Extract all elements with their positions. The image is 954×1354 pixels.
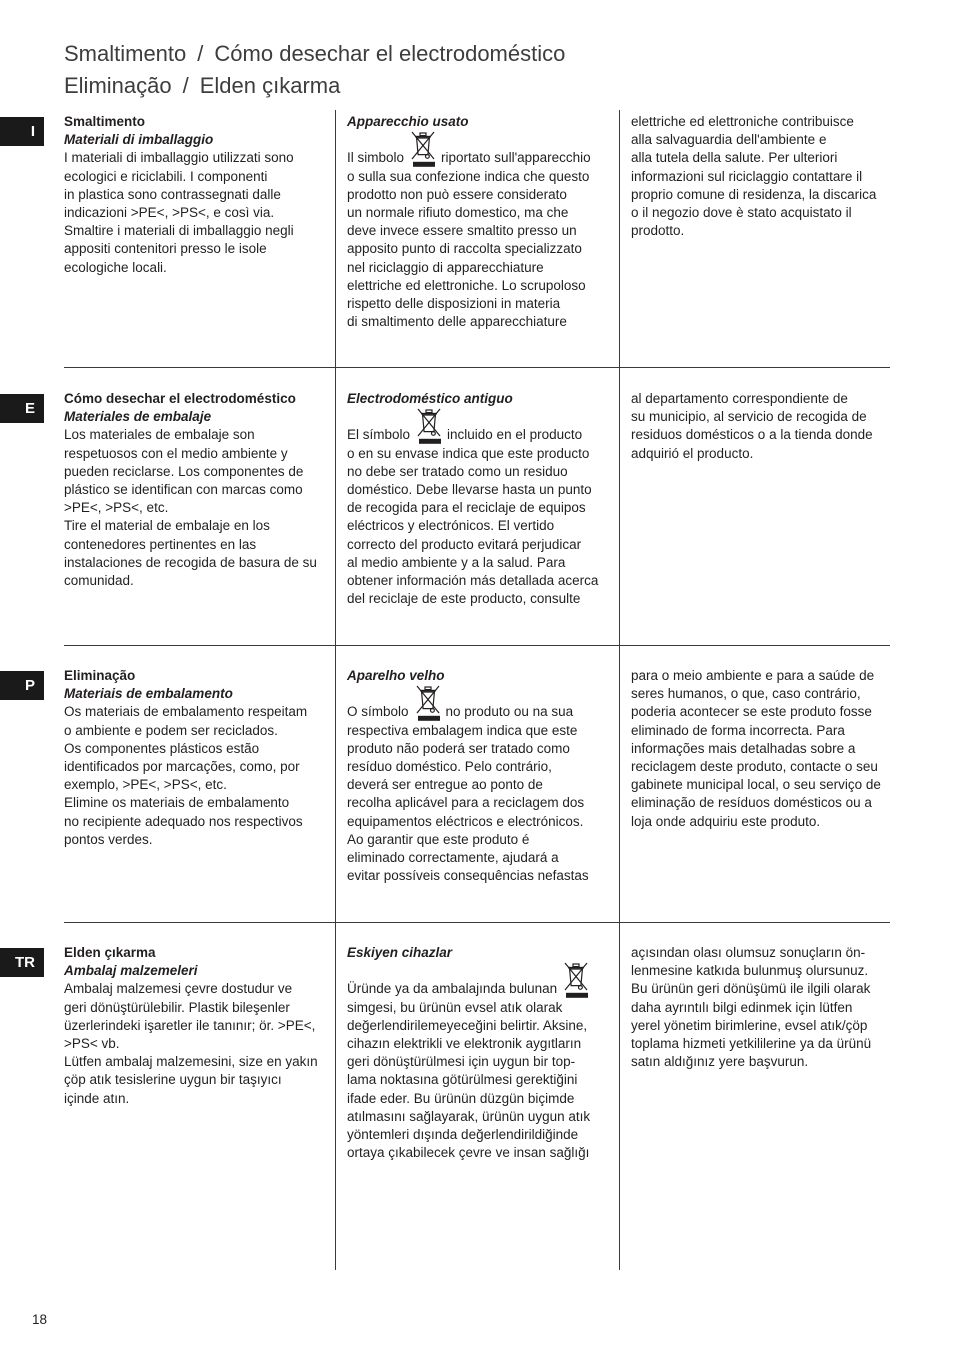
old-appliance-column [347,390,615,608]
text-line: yöntemleri dışında değerlendirildiğinde [347,1126,579,1142]
text-line: su municipio, al servicio de recogida de [631,409,867,425]
text-line: Los materiales de embalaje son [64,427,255,443]
page-number: 18 [32,1312,48,1327]
text-line: equipamentos eléctricos e electrónicos. [347,813,584,829]
old-appliance-continued-column [631,390,890,463]
column-heading: Eskiyen cihazlar [347,945,453,960]
weee-crossed-bin-icon [414,715,442,716]
text-line: Elimine os materiais de embalamento [64,795,290,811]
symbol-text-after: incluido en el producto [447,427,583,443]
text-line: residuos domésticos o a la tienda donde [631,427,873,443]
text-line: contenedores pertinentes en las [64,536,257,552]
section-subheading: Ambalaj malzemeleri [64,963,198,979]
text-line: yerel yönetim birimlerine, evsel atık/çöp [631,1017,868,1033]
text-line: al medio ambiente y a la salud. Para [347,554,566,570]
text-line: de recogida para el reciclaje de equipos [347,500,586,516]
symbol-line [347,426,615,444]
text-line: loja onde adquiriu este produto. [631,813,821,829]
text-line: atılmasını sağlayarak, ürünün uygun atık [347,1108,591,1124]
symbol-text-before: Il simbolo [347,150,405,166]
text-line: lama noktasına götürülmesi gerektiğini [347,1072,578,1088]
text-line: değerlendirilemeyeceğini belirtir. Aksine, [347,1017,588,1033]
text-line: geri dönüştürülmesi için uygun bir top- [347,1054,576,1070]
text-line: informações mais detalhadas sobre a [631,740,856,756]
text-line: recolha aplicável para a reciclagem dos [347,795,585,811]
text-line: doméstico. Debe llevarse hasta un punto [347,481,592,497]
section-subheading: Materiais de embalamento [64,686,233,702]
text-line: respectiva embalagem indica que este [347,722,578,738]
column-heading: Electrodoméstico antiguo [347,391,513,406]
text-line: appositi contenitori presso le isole [64,241,267,257]
text-line: obtener información más detallada acerca [347,572,599,588]
language-tab-tr: TR [0,948,44,977]
language-tab-e: E [0,394,44,423]
symbol-line [347,149,615,167]
section-portuguese [0,667,954,937]
text-line: no debe ser tratado como un residuo [347,463,568,479]
text-line: eliminação de resíduos domésticos ou a [631,795,872,811]
symbol-line [347,703,615,721]
symbol-text-before: El símbolo [347,427,411,443]
symbol-text-before: Üründe ya da ambalajında bulunan [347,981,558,997]
weee-crossed-bin-icon [562,992,590,993]
weee-crossed-bin-icon [415,438,443,439]
section-heading: Smaltimento [64,114,146,129]
text-line: comunidad. [64,572,134,588]
symbol-text-after: riportato sull'apparecchio [441,150,591,166]
text-line: elettriche ed elettroniche. Lo scrupoloso [347,277,586,293]
column-heading: Apparecchio usato [347,114,469,129]
text-line: seres humanos, o que, caso contrário, [631,686,861,702]
text-line: Lütfen ambalaj malzemesini, size en yakın [64,1054,318,1070]
weee-crossed-bin-icon [409,161,437,162]
text-line: exemplo, >PE<, >PS<, etc. [64,777,227,793]
packaging-column [64,113,330,277]
packaging-column [64,667,330,849]
title-turkish: Elden çıkarma [199,73,341,98]
text-line: ecologici e riciclabili. I componenti [64,168,268,184]
text-line: ifade eder. Bu ürünün düzgün biçimde [347,1090,575,1106]
text-line: un normale rifiuto domestico, ma che [347,204,569,220]
text-line: Ambalaj malzemesi çevre dostudur ve [64,981,293,997]
old-appliance-column [347,113,615,331]
text-line: o il negozio dove è stato acquistato il [631,204,852,220]
text-line: eliminado correctamente, ajudará a [347,849,559,865]
symbol-text-before: O símbolo [347,704,409,720]
text-line: I materiali di imballaggio utilizzati sono [64,150,294,166]
title-separator: / [197,41,204,66]
text-line: daha ayrıntılı bilgi edinmek için lütfen [631,999,853,1015]
text-line: o ambiente e podem ser reciclados. [64,722,278,738]
text-line: di smaltimento delle apparecchiature [347,314,567,330]
old-appliance-column [347,944,615,1162]
text-line: poderia acontecer se este produto fosse [631,704,872,720]
text-line: rispetto delle disposizioni in materia [347,295,561,311]
language-tab-i: I [0,117,44,146]
text-line: Os componentes plásticos estão [64,740,260,756]
text-line: deve invece essere smaltito presso un [347,223,577,239]
section-italian [0,113,954,383]
text-line: Tire el material de embalaje en los [64,518,270,534]
text-line: del reciclaje de este producto, consulte [347,591,581,607]
text-line: resíduo doméstico. Pelo contrário, [347,758,552,774]
text-line: para o meio ambiente e para a saúde de [631,668,875,683]
text-line: prodotto non può essere considerato [347,186,567,202]
text-line: informazioni sul riciclaggio contattare il [631,168,863,184]
text-line: simgesi, bu ürünün evsel atık olarak [347,999,563,1015]
text-line: gabinete municipal local, o seu serviço de [631,777,881,793]
old-appliance-continued-column [631,113,890,240]
text-line: çöp atık tesislerine uygun bir taşıyıcı [64,1072,282,1088]
text-line: Bu ürünün geri dönüşümü ile ilgili olarak [631,981,871,997]
text-line: >PE<, >PS<, etc. [64,500,169,516]
text-line: üzerlerindeki işaretler ile tanınır; ör. >PE<, [64,1017,316,1033]
text-line: in plastica sono contrassegnati dalle [64,186,281,202]
old-appliance-continued-column [631,667,890,831]
text-line: cihazın elektrikli ve elektronik aygıtların [347,1035,582,1051]
text-line: eliminado de forma incorrecta. Para [631,722,845,738]
text-line: ecologiche locali. [64,259,167,275]
text-line: prodotto. [631,223,685,239]
old-appliance-continued-column [631,944,890,1071]
title-spanish: Cómo desechar el electrodoméstico [214,41,566,66]
title-separator: / [182,73,189,98]
text-line: instalaciones de recogida de basura de su [64,554,317,570]
text-line: elettriche ed elettroniche contribuisce [631,114,854,129]
text-line: satın aldığınız yere başvurun. [631,1054,809,1070]
text-line: al departamento correspondiente de [631,391,848,406]
title-portuguese: Eliminação [64,73,172,98]
text-line: o en su envase indica que este producto [347,445,590,461]
text-line: reciclagem deste produto, contacte o seu [631,758,878,774]
symbol-text-after: no produto ou na sua [445,704,574,720]
text-line: deverá ser entregue ao ponto de [347,777,543,793]
text-line: içinde atın. [64,1090,130,1106]
text-line: Smaltire i materiali di imballaggio negli [64,223,294,239]
text-line: produto não poderá ser tratado como [347,740,570,756]
text-line: >PS< vb. [64,1035,120,1051]
page-title-line-2 [64,72,340,100]
text-line: ortaya çıkabilecek çevre ve insan sağlığı [347,1145,590,1161]
text-line: Os materiais de embalamento respeitam [64,704,308,720]
text-line: pontos verdes. [64,831,153,847]
text-line: geri dönüştürülebilir. Plastik bileşenler [64,999,290,1015]
text-line: proprio comune di residenza, la discarica [631,186,877,202]
page-title-line-1 [64,40,565,68]
packaging-column [64,390,330,590]
section-subheading: Materiales de embalaje [64,409,212,425]
section-heading: Eliminação [64,668,136,683]
text-line: pueden reciclarse. Los componentes de [64,463,304,479]
section-subheading: Materiali di imballaggio [64,132,214,148]
text-line: no recipiente adequado nos respectivos [64,813,303,829]
text-line: correcto del producto evitará perjudicar [347,536,582,552]
text-line: evitar possíveis consequências nefastas [347,868,589,884]
section-spanish [0,390,954,660]
column-heading: Aparelho velho [347,668,445,683]
text-line: identificados por marcações, como, por [64,758,300,774]
text-line: açısından olası olumsuz sonuçların ön- [631,945,866,960]
text-line: alla tutela della salute. Per ulteriori [631,150,838,166]
text-line: toplama hizmeti yetkililerine ya da ürünü [631,1035,872,1051]
title-italian: Smaltimento [64,41,187,66]
language-tab-p: P [0,671,44,700]
symbol-line [347,980,615,998]
text-line: indicazioni >PE<, >PS<, e così via. [64,204,275,220]
text-line: o sulla sua confezione indica che questo [347,168,590,184]
section-heading: Elden çıkarma [64,945,156,960]
text-line: adquirió el producto. [631,445,754,461]
text-line: Ao garantir que este produto é [347,831,530,847]
packaging-column [64,944,330,1108]
old-appliance-column [347,667,615,885]
section-turkish [0,944,954,1214]
text-line: eléctricos y electrónicos. El vertido [347,518,555,534]
text-line: apposito punto di raccolta specializzato [347,241,582,257]
text-line: plástico se identifican con marcas como [64,481,303,497]
section-heading: Cómo desechar el electrodoméstico [64,391,296,406]
text-line: lenmesine katkıda bulunmuş olursunuz. [631,963,869,979]
text-line: respetuosos con el medio ambiente y [64,445,288,461]
text-line: nel riciclaggio di apparecchiature [347,259,544,275]
text-line: alla salvaguardia dell'ambiente e [631,132,827,148]
